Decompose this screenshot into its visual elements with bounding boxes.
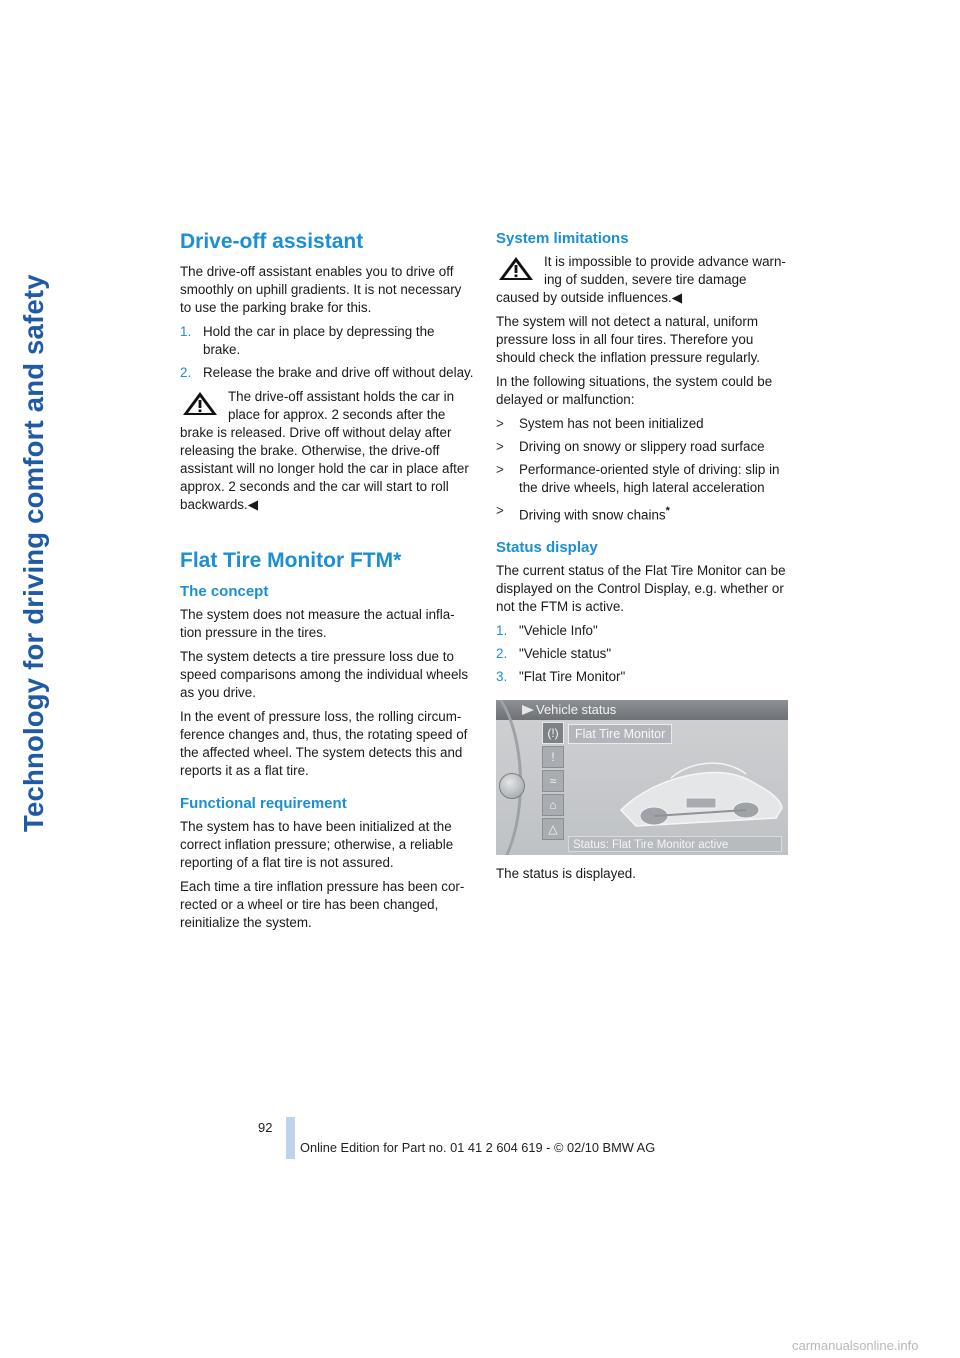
- page-number: 92: [258, 1120, 273, 1135]
- step-number: 2.: [180, 365, 192, 380]
- drive-off-warning: [180, 388, 475, 514]
- list-item: [496, 415, 792, 433]
- bullet-text: Driving on snowy or slippery road surface: [519, 439, 765, 454]
- concept-paragraph: In the event of pressure loss, the rolling circum-ference changes and, thus, the rotating speed of the affected wheel. The system detects this and reports it as a flat tire.: [180, 709, 468, 778]
- limitations-warning: [496, 253, 792, 307]
- functional-paragraph: The system has to have been initialized at the correct inflation pressure; otherwise, a reliable reporting of a flat tire is not assured.: [180, 819, 454, 870]
- limitations-heading: System limitations: [496, 230, 629, 247]
- concept-paragraph: The system does not measure the actual infla-tion pressure in the tires.: [180, 607, 455, 640]
- list-item: [180, 323, 475, 359]
- end-mark-icon: ◀: [671, 290, 682, 305]
- bullet-text: Driving with snow chains: [519, 507, 666, 523]
- status-display-outro: The status is displayed.: [496, 866, 636, 882]
- warning-text: It is impossible to provide advance warn-ing of sudden, severe tire damage caused by outside influences.: [496, 254, 786, 305]
- service-icon: !: [542, 746, 564, 768]
- step-text: Release the brake and drive off without delay.: [203, 365, 474, 380]
- end-mark-icon: ◀: [247, 497, 259, 512]
- step-number: 3.: [496, 669, 508, 685]
- step-text: "Vehicle Info": [519, 623, 598, 639]
- status-display-steps: [496, 622, 792, 686]
- footer-accent-bar: [286, 1117, 295, 1159]
- tire-pressure-icon: (!): [542, 722, 564, 744]
- screen-header-title: Vehicle status: [536, 702, 617, 718]
- status-display-heading: Status display: [496, 539, 598, 557]
- limitations-paragraph: The system will not detect a natural, uniform pressure loss in all four tires. Therefore you should check the inflation pressure regularly.: [496, 314, 760, 365]
- list-item: [496, 461, 792, 497]
- step-text: Hold the car in place by depressing the brake.: [203, 324, 435, 357]
- drive-off-intro: The drive-off assistant enables you to drive off smoothly on uphill gradients. It is not necessary to use the parking brake for this.: [180, 264, 462, 315]
- bullet-mark: >: [496, 416, 504, 431]
- step-text: "Flat Tire Monitor": [519, 669, 626, 685]
- limitations-paragraph: In the following situations, the system could be delayed or malfunction:: [496, 374, 773, 407]
- bullet-text: Performance-oriented style of driving: slip in the drive wheels, high lateral acceleration: [519, 462, 780, 495]
- list-item: [496, 668, 792, 686]
- ftm-heading: Flat Tire Monitor FTM*: [180, 549, 402, 572]
- optional-equipment-star: *: [665, 505, 670, 517]
- list-item: [496, 622, 792, 640]
- list-item: [496, 645, 792, 663]
- functional-heading: Functional requirement: [180, 795, 347, 812]
- bullet-mark: >: [496, 462, 504, 477]
- screen-menu-icons: [542, 722, 564, 837]
- menu-arrow-icon: [522, 705, 534, 715]
- drive-off-heading: Drive-off assistant: [180, 230, 364, 253]
- watermark: carmanualsonline.info: [792, 1338, 919, 1353]
- functional-paragraph: Each time a tire inflation pressure has been cor-rected or a wheel or tire has been changed, reinitialize the system.: [180, 879, 465, 930]
- screen-header: [496, 700, 788, 720]
- vehicle-icon: ⌂: [542, 794, 564, 816]
- oil-icon: ≈: [542, 770, 564, 792]
- car-illustration-icon: [616, 740, 786, 835]
- limitations-bullets: [496, 415, 792, 524]
- drive-off-steps: [180, 323, 475, 382]
- status-display-intro: The current status of the Flat Tire Monitor can be displayed on the Control Display, e.g. whether or not the FTM is active.: [496, 563, 786, 615]
- step-number: 2.: [496, 646, 508, 662]
- control-display-screenshot: [496, 700, 788, 855]
- concept-heading: The concept: [180, 583, 269, 600]
- bullet-text: System has not been initialized: [519, 416, 704, 431]
- concept-paragraph: The system detects a tire pressure loss due to speed comparisons among the individual wheels as you drive.: [180, 649, 469, 700]
- screen-status-line: Status: Flat Tire Monitor active: [568, 836, 782, 852]
- step-number: 1.: [496, 623, 508, 639]
- list-item: [496, 502, 792, 524]
- warning-triangle-icon: [180, 390, 220, 417]
- warning-icon: △: [542, 818, 564, 840]
- left-column: [180, 229, 475, 938]
- footer-edition: Online Edition for Part no. 01 41 2 604 619 - © 02/10 BMW AG: [300, 1140, 656, 1155]
- bullet-mark: >: [496, 439, 504, 454]
- list-item: [180, 364, 475, 382]
- sidebar-chapter-title: Technology for driving comfort and safety: [18, 274, 49, 832]
- warning-triangle-icon: [496, 255, 536, 282]
- list-item: [496, 438, 792, 456]
- warning-text: The drive-off assistant holds the car in place for approx. 2 seconds after the brake is released. Drive off without delay after releasing the brake. Otherwise, the drive-off assistant will no longer hold the car in place after approx. 2 seconds and the car will start to roll backwards.: [180, 389, 469, 512]
- selected-menu-item: Flat Tire Monitor: [568, 724, 672, 744]
- right-column: [496, 229, 792, 889]
- step-number: 1.: [180, 324, 192, 339]
- bullet-mark: >: [496, 503, 504, 518]
- step-text: "Vehicle status": [519, 646, 612, 662]
